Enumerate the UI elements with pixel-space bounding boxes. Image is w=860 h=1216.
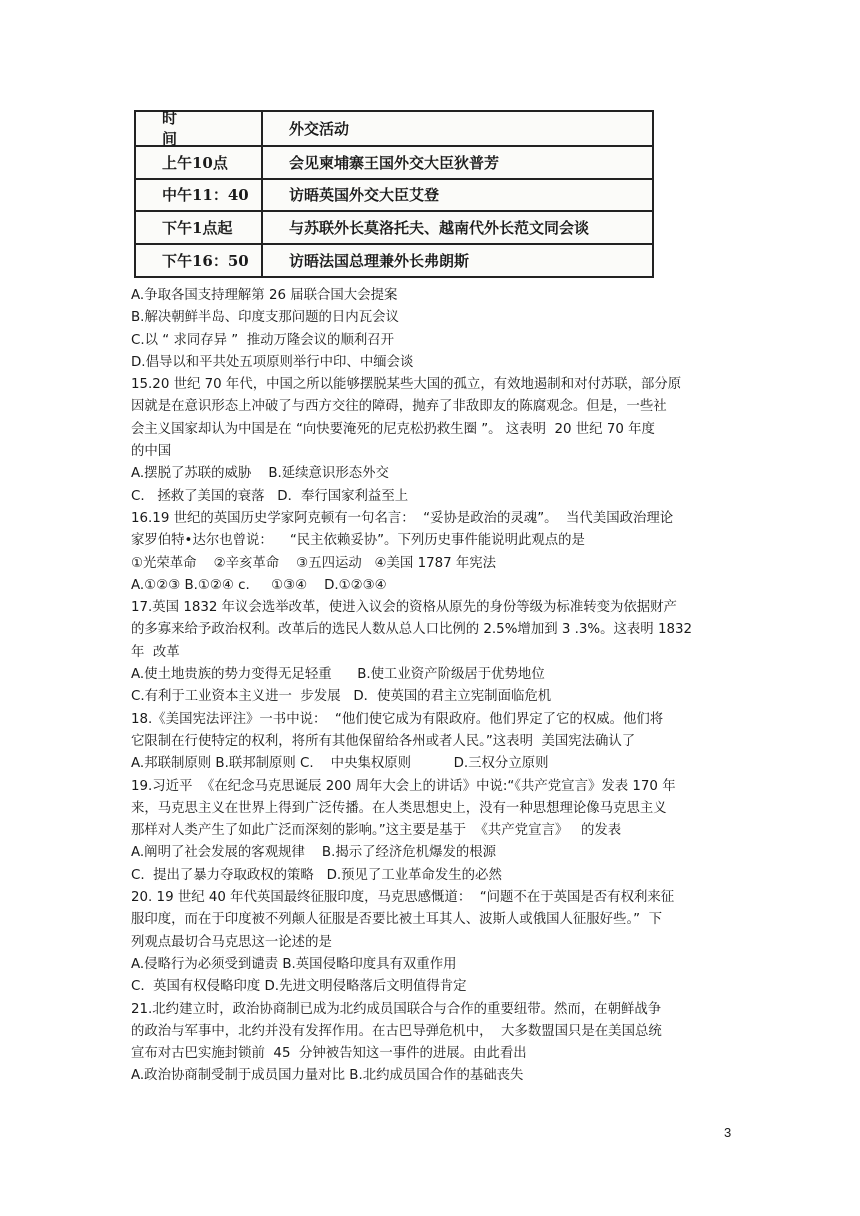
- text-line: 15.20 世纪 70 年代，中国之所以能够摆脱某些大国的孤立，有效地遏制和对付苏联，部分原: [131, 377, 682, 393]
- table-cell-activity: 会见柬埔寨王国外交大臣狄普芳: [289, 153, 500, 172]
- text-line: ①光荣革命 ②辛亥革命 ③五四运动 ④美国 1787 年宪法: [131, 555, 497, 571]
- text-line: 列观点最切合马克思这一论述的是: [131, 934, 332, 950]
- table-row: [136, 210, 652, 243]
- text-line: B.解决朝鲜半岛、印度支那问题的日内瓦会议: [131, 310, 399, 326]
- table-cell-time: 下午1点起: [136, 212, 263, 243]
- text-line: 会主义国家却认为中国是在 “向快要淹死的尼克松扔救生圈 ”。 这表明 20 世纪 70 年度: [131, 421, 655, 437]
- text-line: 那样对人类产生了如此广泛而深刻的影响。”这主要是基于 《共产党宣言》 的发表: [131, 823, 622, 839]
- text-line: C. 提出了暴力夺取政权的策略 D.预见了工业革命发生的必然: [131, 867, 502, 883]
- text-line: 因就是在意识形态上冲破了与西方交往的障碍，抛弃了非敌即友的陈腐观念。但是，一些社: [131, 399, 667, 415]
- table-row: [136, 178, 652, 211]
- text-line: 17.英国 1832 年议会选举改革，使进入议会的资格从原先的身份等级为标准转变为依据财产: [131, 600, 677, 616]
- text-line: A.争取各国支持理解第 26 届联合国大会提案: [131, 288, 398, 303]
- text-line: 19.习近平 《在纪念马克思诞辰 200 周年大会上的讲话》中说:“《共产党宣言》发表 170 年: [131, 778, 676, 794]
- text-line: A.政治协商制受制于成员国力量对比 B.北约成员国合作的基础丧失: [131, 1068, 524, 1084]
- text-line: 18.《美国宪法评注》一书中说： “他们使它成为有限政府。他们界定了它的权威。他们将: [131, 711, 664, 727]
- table-cell-time: 下午16：50: [136, 245, 263, 276]
- table-cell-activity: 与苏联外长莫洛托夫、越南代外长范文同会谈: [289, 219, 590, 238]
- text-line: 的政治与军事中，北约并没有发挥作用。在古巴导弹危机中， 大多数盟国只是在美国总统: [131, 1023, 662, 1039]
- text-line: A.①②③ B.①②④ c. ①③④ D.①②③④: [131, 577, 387, 593]
- text-line: 来，马克思主义在世界上得到广泛传播。在人类思想史上，没有一种思想理论像马克思主义: [131, 800, 667, 816]
- text-line: A.阐明了社会发展的客观规律 B.揭示了经济危机爆发的根源: [131, 845, 497, 861]
- text-line: 16.19 世纪的英国历史学家阿克顿有一句名言： “妥协是政治的灵魂”。 当代美国政治理论: [131, 510, 674, 526]
- page-number: 3: [724, 1125, 732, 1140]
- text-line: D.倡导以和平共处五项原则举行中印、中缅会谈: [131, 354, 414, 370]
- schedule-table: [134, 110, 654, 278]
- table-cell-time: 中午11：40: [136, 180, 263, 211]
- table-cell-time: 上午10点: [136, 147, 263, 178]
- text-line: C. 英国有权侵略印度 D.先进文明侵略落后文明值得肯定: [131, 979, 467, 995]
- text-line: A.侵略行为必须受到谴责 B.英国侵略印度具有双重作用: [131, 956, 457, 972]
- text-line: 家罗伯特•达尔也曾说： “民主依赖妥协”。下列历史事件能说明此观点的是: [131, 533, 585, 549]
- table-header-row: [136, 109, 652, 149]
- text-line: C.有利于工业资本主义进一 步发展 D．使英国的君主立宪制面临危机: [131, 689, 552, 705]
- question-text-block: [131, 285, 733, 1088]
- text-line: 宣布对古巴实施封锁前 45 分钟被告知这一事件的进展。由此看出: [131, 1046, 527, 1062]
- table-cell-activity: 访晤法国总理兼外长弗朗斯: [289, 252, 470, 271]
- text-line: 服印度，而在于印度被不列颠人征服是否要比被土耳其人、波斯人或俄国人征服好些。” 下: [131, 912, 662, 928]
- text-line: A.摆脱了苏联的威胁 B.延续意识形态外交: [131, 466, 389, 482]
- text-line: C. 拯救了美国的衰落 D．奉行国家利益至上: [131, 488, 409, 504]
- text-line: 的中国: [131, 444, 172, 460]
- table-header-activity: 外交活动: [289, 119, 350, 138]
- text-line: 21.北约建立时，政治协商制已成为北约成员国联合与合作的重要纽带。然而，在朝鲜战争: [131, 1001, 662, 1017]
- table-row: [136, 145, 652, 178]
- text-line: 的多寡来给予政治权利。改革后的选民人数从总人口比例的 2.5%增加到 3 .3%。这表明 1832: [131, 622, 693, 638]
- table-header-time: 时 间: [136, 112, 263, 145]
- table-row: [136, 243, 652, 276]
- text-line: 20. 19 世纪 40 年代英国最终征服印度，马克思感慨道： “问题不在于英国是否有权利来征: [131, 890, 675, 906]
- text-line: A.邦联制原则 B.联邦制原则 C. 中央集权原则 D.三权分立原则: [131, 756, 549, 772]
- text-line: A.使土地贵族的势力变得无足轻重 B.使工业资产阶级居于优势地位: [131, 667, 545, 683]
- text-line: 它限制在行使特定的权利，将所有其他保留给各州或者人民。”这表明 美国宪法确认了: [131, 733, 636, 749]
- text-line: 年 改革: [131, 644, 180, 660]
- table-cell-activity: 访晤英国外交大臣艾登: [289, 186, 440, 205]
- text-line: C.以 “ 求同存异 ” 推动万隆会议的顺利召开: [131, 332, 395, 348]
